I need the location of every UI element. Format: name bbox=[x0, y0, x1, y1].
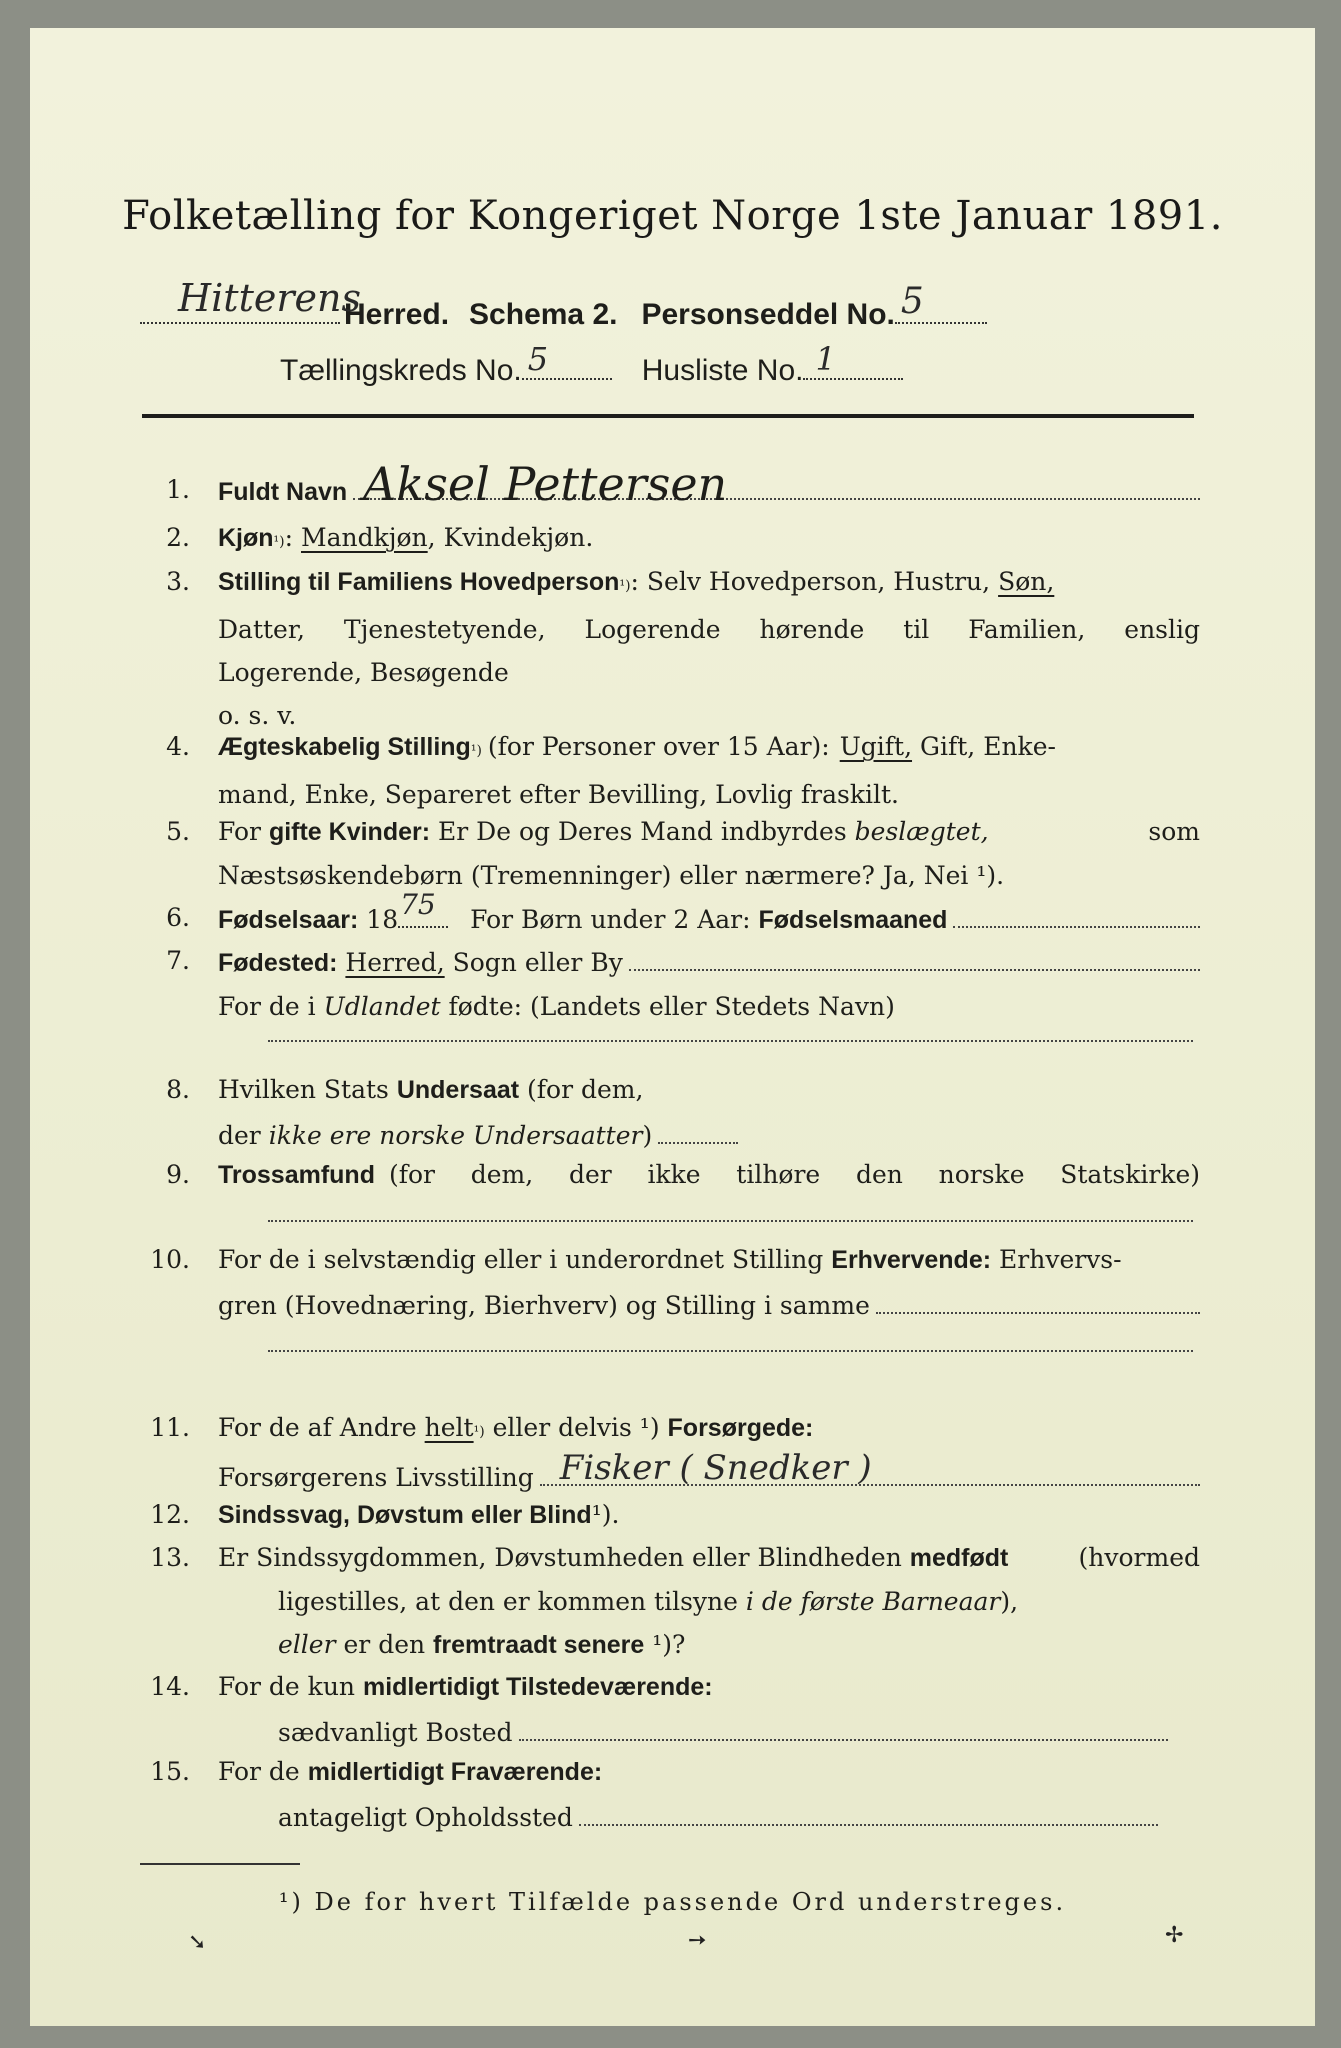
item-2-sup: ¹) bbox=[273, 534, 285, 550]
item-3-line1: : Selv Hovedperson, Hustru, bbox=[630, 567, 991, 596]
item-1 bbox=[140, 457, 1200, 518]
family-position-selected[interactable]: Søn, bbox=[998, 567, 1055, 596]
item-15-number: 15. bbox=[150, 1757, 190, 1786]
item-9-number: 9. bbox=[166, 1160, 190, 1189]
item-14-line2: sædvanligt Bosted bbox=[278, 1718, 513, 1747]
census-form-page: Folketælling for Kongeriget Norge 1ste Januar 1891. Hitterens Herred. Schema 2. Personseddel No. 5 Tællingskreds No. 5 Husliste No. 1 1. Fuldt Navn Aksel Pettersen 2. Kjøn ¹) : Mandkjøn , Kvindekjøn. 3. Stilling til Familiens Hovedperson ¹) : Selv Hovedperson, Hustru, Søn, Datter, Tjenestetyende, Logerende hørende til Familien, enslig Logerende, Besøgende o. s. v. 4. Ægteskabelig Stilling ¹) (for Personer over 15 Aar): Ugift, Gift, Enke- mand, Enke, Separeret efter Bevilling, Lovlig fraskilt. 5. For gifte Kvinder: Er De og Deres Mand indbyrdes beslægtet, som Næstsøskendebørn (Tremenninger) eller nærmere? Ja, Nei ¹). 6. Fødselsaar: 18 75 For Børn under 2 Aar: Fødselsmaaned 7. Fødested: Herred, Sogn eller By For de i Udlandet fødte: (Landets eller Stedets Navn) 8. Hvilken Stats Undersaat (for dem, der ikke ere norske Undersaatter ) 9. Trossamfund (for dem, der ikke tilhøre den norske Statskirke) 10. For de i selvstændig eller i underordnet Stilling Erhvervende: Erhvervs- gren (Hovednæring, Bierhverv) og Stilling i samme 11. For de af Andre helt $_{^1)}$ eller delvis ¹) Forsørgede: Forsørgerens Livsstilling Fisker ( Snedker ) 12. Sindssvag, Døvstum eller Blind ¹). 13. Er Sindssygdommen, Døvstumheden eller Blindheden medfødt (hvormed ligestilles, at den er kommen tilsyne i de første Barneaar ), eller er den fremtraadt senere ¹)? 14. For de kun midlertidigt Tilstedeværende: sædvanligt Bosted 15. For de midlertidigt Fraværende: antageligt Opholdssted ¹) De for hvert Tilfælde passende Ord understreges. ➘ ➙ ✢ bbox=[30, 28, 1315, 2026]
footnote-divider bbox=[140, 1863, 300, 1865]
item-11-line2: Forsørgerens Livsstilling bbox=[218, 1463, 534, 1492]
item-4-line2: mand, Enke, Separeret efter Bevilling, Lovlig fraskilt. bbox=[218, 780, 899, 809]
item-7-line2a: For de i bbox=[218, 992, 316, 1021]
item-15-line2: antageligt Opholdssted bbox=[278, 1803, 573, 1832]
header-herred-line bbox=[140, 276, 1195, 336]
item-10-line1a: For de i selvstændig eller i underordnet Stilling bbox=[218, 1245, 824, 1274]
personseddel-field[interactable] bbox=[895, 281, 987, 324]
birth-year-field[interactable] bbox=[398, 888, 448, 928]
occupation-field-2[interactable] bbox=[268, 1348, 1193, 1352]
item-11-line1b: eller delvis ¹) bbox=[492, 1413, 660, 1442]
item-13-line2b: ), bbox=[1000, 1587, 1019, 1616]
item-3-number: 3. bbox=[166, 567, 190, 596]
herred-field[interactable] bbox=[140, 276, 361, 324]
corner-mark-center: ➙ bbox=[688, 1928, 707, 1953]
birth-year-value: 75 bbox=[400, 888, 436, 921]
item-8-number: 8. bbox=[166, 1075, 190, 1104]
marital-selected[interactable]: Ugift, bbox=[839, 732, 913, 761]
item-2-number: 2. bbox=[166, 523, 190, 552]
header-kreds-line bbox=[280, 340, 1080, 396]
item-8-line1b: (for dem, bbox=[527, 1075, 644, 1104]
birthplace-field[interactable] bbox=[629, 939, 1200, 971]
full-name-field[interactable] bbox=[353, 457, 1200, 511]
item-3-line3: Logerende, Besøgende bbox=[218, 658, 509, 687]
gender-rest: , Kvindekjøn. bbox=[427, 523, 594, 552]
item-3-line4: o. s. v. bbox=[218, 701, 297, 730]
item-13-line3b: ¹)? bbox=[652, 1630, 686, 1659]
provider-occupation-field[interactable] bbox=[540, 1448, 1200, 1488]
birth-month-field[interactable] bbox=[953, 896, 1200, 928]
item-14-number: 14. bbox=[150, 1672, 190, 1701]
corner-mark-left: ➘ bbox=[188, 1930, 207, 1955]
item-1-label: Fuldt Navn bbox=[218, 478, 348, 506]
item-2-label: Kjøn bbox=[218, 524, 274, 552]
item-13-number: 13. bbox=[150, 1543, 190, 1572]
husliste-value: 1 bbox=[815, 340, 836, 378]
birth-year-prefix: 18 bbox=[366, 905, 399, 934]
citizenship-field[interactable] bbox=[658, 1112, 738, 1144]
item-3-line2: Datter, Tjenestetyende, Logerende hørende til Familien, enslig bbox=[218, 615, 1200, 644]
item-10-label: Erhvervende: bbox=[831, 1246, 992, 1274]
item-7-label: Fødested: bbox=[218, 949, 338, 977]
item-12-sup: ¹). bbox=[591, 1500, 620, 1529]
item-13-line2i: i de første Barneaar bbox=[745, 1587, 1001, 1616]
item-8-line1a: Hvilken Stats bbox=[218, 1075, 389, 1104]
item-5-italic: beslægtet, bbox=[854, 817, 989, 846]
item-10-line2: gren (Hovednæring, Bierhverv) og Stilling i samme bbox=[218, 1291, 870, 1320]
item-5-line1b: som bbox=[1148, 817, 1200, 846]
usual-residence-field[interactable] bbox=[519, 1709, 1168, 1741]
item-5-pre: For bbox=[218, 817, 261, 846]
item-5-line2: Næstsøskendebørn (Tremenninger) eller nærmere? Ja, Nei ¹). bbox=[218, 861, 1005, 890]
item-11-sup: ¹) bbox=[473, 1424, 485, 1440]
item-13-line1b: (hvormed bbox=[1078, 1543, 1200, 1572]
item-13-line2a: ligestilles, at den er kommen tilsyne bbox=[278, 1587, 738, 1616]
form-title: Folketælling for Kongeriget Norge 1ste Januar 1891. bbox=[122, 193, 1223, 239]
item-7-line2b: fødte: (Landets eller Stedets Navn) bbox=[448, 992, 895, 1021]
occupation-field[interactable] bbox=[876, 1282, 1200, 1314]
item-4-label: Ægteskabelig Stilling bbox=[218, 733, 471, 761]
item-6-label2: Fødselsmaaned bbox=[758, 906, 948, 934]
item-7-rest: Sogn eller By bbox=[452, 948, 623, 977]
item-9-line1: (for dem, der ikke tilhøre den norske Statskirke) bbox=[388, 1160, 1200, 1189]
item-14-line1a: For de kun bbox=[218, 1672, 356, 1701]
taellingskreds-label: Tællingskreds No. bbox=[280, 354, 522, 387]
item-11-number: 11. bbox=[150, 1413, 190, 1442]
item-5-line1: Er De og Deres Mand indbyrdes bbox=[438, 817, 847, 846]
item-5-number: 5. bbox=[166, 817, 190, 846]
gender-selected[interactable]: Mandkjøn bbox=[301, 523, 428, 552]
item-8-label: Undersaat bbox=[396, 1076, 520, 1104]
personseddel-label: Personseddel No. bbox=[641, 298, 895, 331]
item-4-line1: (for Personer over 15 Aar): bbox=[487, 732, 830, 761]
item-15-label: midlertidigt Fraværende: bbox=[307, 1758, 603, 1786]
item-6-number: 6. bbox=[166, 903, 190, 932]
herred-value: Hitterens bbox=[178, 276, 361, 320]
item-4-sup: ¹) bbox=[470, 743, 482, 759]
item-13-line1a: Er Sindssygdommen, Døvstumheden eller Blindheden bbox=[218, 1543, 902, 1572]
taellingskreds-field[interactable] bbox=[522, 340, 612, 380]
husliste-label: Husliste No. bbox=[641, 354, 804, 387]
item-11-line1a: For de af Andre bbox=[218, 1413, 417, 1442]
schema-label: Schema 2. bbox=[469, 298, 618, 331]
item-10-line1b: Erhvervs- bbox=[999, 1245, 1122, 1274]
husliste-field[interactable] bbox=[803, 340, 903, 380]
item-13-label: medfødt bbox=[909, 1544, 1009, 1572]
religion-field[interactable] bbox=[268, 1218, 1193, 1222]
item-13-line3i: eller bbox=[278, 1630, 336, 1659]
item-14-label: midlertidigt Tilstedeværende: bbox=[362, 1673, 713, 1701]
provider-occupation-value: Fisker ( Snedker ) bbox=[559, 1448, 872, 1488]
item-12-label: Sindssvag, Døvstum eller Blind bbox=[218, 1501, 592, 1529]
item-13-label2: fremtraadt senere bbox=[433, 1631, 645, 1659]
item-6-label: Fødselsaar: bbox=[218, 906, 359, 934]
item-12-number: 12. bbox=[150, 1500, 190, 1529]
item-1-number: 1. bbox=[166, 475, 190, 504]
item-8-line2i: ikke ere norske Undersaatter bbox=[268, 1121, 643, 1150]
item-3-sup: ¹) bbox=[619, 578, 631, 594]
item-15-line1a: For de bbox=[218, 1757, 300, 1786]
item-9-label: Trossamfund bbox=[218, 1161, 375, 1189]
herred-label: Herred. bbox=[344, 298, 450, 331]
item-6-mid: For Børn under 2 Aar: bbox=[470, 905, 751, 934]
item-8-line2a: der bbox=[218, 1121, 261, 1150]
full-name-value: Aksel Pettersen bbox=[363, 457, 728, 511]
corner-mark-right: ✢ bbox=[1165, 1923, 1184, 1948]
probable-residence-field[interactable] bbox=[579, 1794, 1158, 1826]
item-7-line2i: Udlandet bbox=[323, 992, 441, 1021]
birthplace-selected[interactable]: Herred, bbox=[345, 948, 445, 977]
item-4-number: 4. bbox=[166, 732, 190, 761]
item-7-number: 7. bbox=[166, 946, 190, 975]
item-5-label: gifte Kvinder: bbox=[268, 818, 431, 846]
header-divider bbox=[142, 414, 1194, 418]
foreign-birthplace-field[interactable] bbox=[268, 1038, 1193, 1042]
supported-selected[interactable]: helt bbox=[424, 1413, 474, 1442]
item-10-number: 10. bbox=[150, 1245, 190, 1274]
taellingskreds-value: 5 bbox=[527, 340, 549, 378]
item-4-line1b: Gift, Enke- bbox=[920, 732, 1056, 761]
item-3-label: Stilling til Familiens Hovedperson bbox=[218, 568, 620, 596]
personseddel-value: 5 bbox=[900, 281, 924, 322]
item-13-line3a: er den bbox=[343, 1630, 426, 1659]
item-11-label: Forsørgede: bbox=[667, 1414, 814, 1442]
footnote: ¹) De for hvert Tilfælde passende Ord understreges. bbox=[278, 1888, 1067, 1916]
